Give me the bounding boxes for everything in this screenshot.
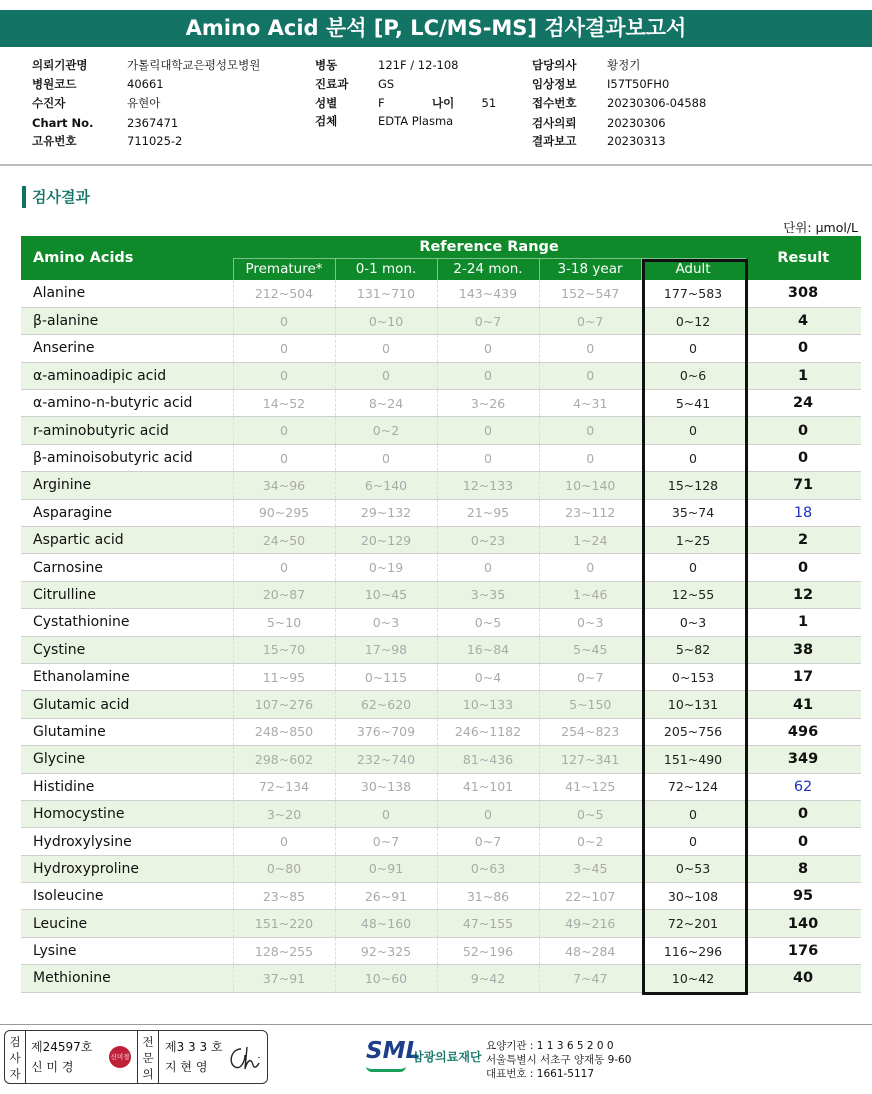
signature-box [4,1030,268,1084]
info-label: 임상정보 [532,77,577,91]
info-value: 황정기 [607,58,641,72]
result-value: 0 [745,828,861,855]
reference-range-cell: 48~160 [335,910,437,937]
info-row-col2-3 [315,114,453,128]
amino-acid-name: Cystine [21,636,233,663]
reference-range-cell: 15~70 [233,636,335,663]
amino-acid-name: Isoleucine [21,883,233,910]
adult-range-cell: 116~296 [641,937,745,964]
result-value: 0 [745,554,861,581]
result-value: 0 [745,444,861,471]
reference-range-cell: 107~276 [233,691,335,718]
adult-range-cell: 5~41 [641,390,745,417]
reference-range-cell: 24~50 [233,527,335,554]
reference-range-cell: 143~439 [437,280,539,307]
info-value: 20230313 [607,134,666,148]
reference-range-cell: 0 [233,828,335,855]
reference-range-cell: 0 [233,554,335,581]
header-premature: Premature* [233,258,335,280]
amino-acid-name: Hydroxylysine [21,828,233,855]
reference-range-cell: 0 [233,417,335,444]
reference-range-cell: 0~10 [335,307,437,334]
reference-range-cell: 127~341 [539,746,641,773]
info-row-col1-3 [32,116,178,130]
reference-range-cell: 0 [233,335,335,362]
reference-range-cell: 246~1182 [437,718,539,745]
reference-range-cell: 10~60 [335,965,437,992]
specialist-name: 지 현 영 [165,1060,208,1074]
amino-acid-name: β-aminoisobutyric acid [21,444,233,471]
info-row-col1-1 [32,77,164,91]
amino-acid-name: Asparagine [21,499,233,526]
table-row [21,307,861,334]
adult-range-cell: 12~55 [641,581,745,608]
reference-range-cell: 23~85 [233,883,335,910]
reference-range-cell: 0~115 [335,663,437,690]
info-value: 20230306 [607,116,666,130]
info-row-col3-0 [532,58,640,72]
result-value: 8 [745,855,861,882]
inspector-vertical-label: 검사자 [9,1035,21,1081]
reference-range-cell: 0~91 [335,855,437,882]
reference-range-cell: 0 [233,307,335,334]
result-value: 41 [745,691,861,718]
result-value: 4 [745,307,861,334]
adult-range-cell: 10~42 [641,965,745,992]
table-row [21,636,861,663]
lab-code: 요양기관 : 1 1 3 6 5 2 0 0 [486,1040,614,1052]
reference-range-cell: 0~7 [539,307,641,334]
reference-range-cell: 0 [539,444,641,471]
info-row-col1-2 [32,96,160,110]
reference-range-cell: 0~63 [437,855,539,882]
table-row [21,472,861,499]
info-label: 결과보고 [532,134,577,148]
reference-range-cell: 5~45 [539,636,641,663]
reference-range-cell: 0 [539,417,641,444]
info-value: 40661 [127,77,164,91]
specialist-vertical-label: 전문의 [142,1035,154,1081]
adult-range-cell: 0~153 [641,663,745,690]
reference-range-cell: 21~95 [437,499,539,526]
result-value: 1 [745,609,861,636]
adult-range-cell: 5~82 [641,636,745,663]
reference-range-cell: 52~196 [437,937,539,964]
info-value: GS [378,77,395,91]
reference-range-cell: 3~20 [233,800,335,827]
result-value: 71 [745,472,861,499]
lab-phone: 대표번호 : 1661-5117 [486,1068,595,1080]
table-row [21,828,861,855]
reference-range-cell: 131~710 [335,280,437,307]
reference-range-cell: 23~112 [539,499,641,526]
adult-range-cell: 0 [641,444,745,471]
table-row [21,910,861,937]
adult-range-cell: 177~583 [641,280,745,307]
reference-range-cell: 128~255 [233,937,335,964]
amino-acid-name: Ethanolamine [21,663,233,690]
adult-range-cell: 72~124 [641,773,745,800]
adult-range-cell: 0~53 [641,855,745,882]
reference-range-cell: 12~133 [437,472,539,499]
age-label: 나이 [432,96,455,110]
amino-acid-name: Glutamine [21,718,233,745]
table-row [21,335,861,362]
reference-range-cell: 0~2 [335,417,437,444]
reference-range-cell: 90~295 [233,499,335,526]
inspector-license-no: 제24597호 [31,1040,93,1054]
header-2-24-mon: 2-24 mon. [437,258,539,280]
info-value: 711025-2 [127,134,183,148]
header-3-18-year: 3-18 year [539,258,641,280]
amino-acid-name: Histidine [21,773,233,800]
reference-range-cell: 0 [437,335,539,362]
amino-acid-name: Aspartic acid [21,527,233,554]
table-row [21,800,861,827]
reference-range-cell: 41~125 [539,773,641,800]
amino-acid-name: Carnosine [21,554,233,581]
sml-logo-text: SML [366,1038,421,1064]
amino-acid-name: Cystathionine [21,609,233,636]
specialist-signature-icon [225,1043,263,1073]
table-row [21,417,861,444]
adult-range-cell: 1~25 [641,527,745,554]
report-title: Amino Acid 분석 [P, LC/MS-MS] 검사결과보고서 [0,10,872,47]
amino-acid-name: Glycine [21,746,233,773]
adult-range-cell: 35~74 [641,499,745,526]
info-label: 병원코드 [32,77,77,91]
adult-range-cell: 72~201 [641,910,745,937]
info-row-col1-0 [32,58,260,72]
age-field [432,96,496,110]
sml-logo [366,1038,482,1064]
table-row [21,691,861,718]
inspector-seal: 신미경 [109,1046,131,1068]
amino-acid-name: Alanine [21,280,233,307]
amino-acid-name: Leucine [21,910,233,937]
reference-range-cell: 232~740 [335,746,437,773]
adult-range-cell: 0~12 [641,307,745,334]
reference-range-cell: 6~140 [335,472,437,499]
header-divider [0,164,872,166]
reference-range-cell: 47~155 [437,910,539,937]
info-row-col1-4 [32,134,182,148]
result-value: 349 [745,746,861,773]
amino-acid-name: Glutamic acid [21,691,233,718]
age-value: 51 [481,96,497,110]
reference-range-cell: 0 [335,444,437,471]
reference-range-cell: 29~132 [335,499,437,526]
info-value: 2367471 [127,116,179,130]
header-amino-acids: Amino Acids [21,236,233,280]
result-value: 95 [745,883,861,910]
info-label: 성별 [315,96,338,110]
reference-range-cell: 0 [233,444,335,471]
result-value: 12 [745,581,861,608]
reference-range-cell: 30~138 [335,773,437,800]
reference-range-cell: 0~7 [437,307,539,334]
table-row [21,362,861,389]
adult-range-cell: 151~490 [641,746,745,773]
lab-address: 서울특별시 서초구 양재동 9-60 [486,1054,632,1066]
table-row [21,773,861,800]
result-value: 40 [745,965,861,992]
reference-range-cell: 0~5 [437,609,539,636]
result-value: 62 [745,773,861,800]
reference-range-cell: 0~80 [233,855,335,882]
reference-range-cell: 49~216 [539,910,641,937]
amino-acid-name: Lysine [21,937,233,964]
reference-range-cell: 0 [437,800,539,827]
reference-range-cell: 37~91 [233,965,335,992]
table-row [21,499,861,526]
table-row [21,718,861,745]
reference-range-cell: 7~47 [539,965,641,992]
reference-range-cell: 254~823 [539,718,641,745]
amino-acid-name: α-aminoadipic acid [21,362,233,389]
reference-range-cell: 0 [437,444,539,471]
reference-range-cell: 3~35 [437,581,539,608]
table-row [21,390,861,417]
result-value: 0 [745,335,861,362]
info-value: 20230306-04588 [607,96,707,110]
reference-range-cell: 0 [233,362,335,389]
adult-range-cell: 30~108 [641,883,745,910]
amino-acid-name: Homocystine [21,800,233,827]
table-row [21,527,861,554]
reference-range-cell: 11~95 [233,663,335,690]
info-row-col2-2 [315,96,385,110]
table-row [21,746,861,773]
reference-range-cell: 14~52 [233,390,335,417]
reference-range-cell: 212~504 [233,280,335,307]
info-row-col3-4 [532,134,666,148]
amino-acid-name: Hydroxyproline [21,855,233,882]
header-0-1-mon: 0-1 mon. [335,258,437,280]
info-value: F [378,96,385,110]
reference-range-cell: 0~5 [539,800,641,827]
result-value: 0 [745,417,861,444]
reference-range-cell: 0~7 [539,663,641,690]
reference-range-cell: 10~45 [335,581,437,608]
result-value: 18 [745,499,861,526]
reference-range-cell: 10~133 [437,691,539,718]
reference-range-cell: 26~91 [335,883,437,910]
reference-range-cell: 248~850 [233,718,335,745]
result-value: 308 [745,280,861,307]
reference-range-cell: 9~42 [437,965,539,992]
reference-range-cell: 0 [539,362,641,389]
reference-range-cell: 0~3 [335,609,437,636]
adult-range-cell: 0 [641,417,745,444]
footer-divider [0,1024,872,1025]
table-row [21,937,861,964]
table-row [21,581,861,608]
reference-range-cell: 48~284 [539,937,641,964]
table-row [21,663,861,690]
info-value: 가톨릭대학교은평성모병원 [127,58,261,72]
reference-range-cell: 152~547 [539,280,641,307]
reference-range-cell: 0 [335,335,437,362]
info-row-col2-1 [315,77,394,91]
result-value: 38 [745,636,861,663]
result-value: 0 [745,800,861,827]
reference-range-cell: 92~325 [335,937,437,964]
foundation-name: 삼광의료재단 [412,1050,482,1064]
info-label: 검체 [315,114,338,128]
reference-range-cell: 31~86 [437,883,539,910]
info-label: 접수번호 [532,96,577,110]
info-value: 유현아 [127,96,161,110]
reference-range-cell: 20~129 [335,527,437,554]
result-value: 496 [745,718,861,745]
inspector-name: 신 미 경 [31,1060,74,1074]
reference-range-cell: 0~4 [437,663,539,690]
adult-range-cell: 0 [641,828,745,855]
reference-range-cell: 0 [437,554,539,581]
header-reference-range: Reference Range [233,236,745,258]
reference-range-cell: 0~7 [437,828,539,855]
reference-range-cell: 0 [437,362,539,389]
table-row [21,554,861,581]
table-row [21,883,861,910]
info-label: 병동 [315,58,338,72]
specialist-license-no: 제3 3 3 호 [165,1040,223,1054]
result-value: 1 [745,362,861,389]
results-table [21,236,861,993]
reference-range-cell: 0~2 [539,828,641,855]
info-value: 121F / 12-108 [378,58,459,72]
info-label: 검사의뢰 [532,116,577,130]
info-row-col3-3 [532,116,666,130]
section-title: 검사결과 [22,186,90,208]
amino-acid-name: Arginine [21,472,233,499]
result-value: 2 [745,527,861,554]
reference-range-cell: 376~709 [335,718,437,745]
adult-range-cell: 0~6 [641,362,745,389]
adult-range-cell: 0 [641,800,745,827]
adult-range-cell: 0~3 [641,609,745,636]
reference-range-cell: 0 [335,362,437,389]
logo-swoosh [366,1066,406,1072]
result-value: 17 [745,663,861,690]
reference-range-cell: 22~107 [539,883,641,910]
adult-range-cell: 10~131 [641,691,745,718]
info-label: 진료과 [315,77,349,91]
reference-range-cell: 0 [335,800,437,827]
result-value: 140 [745,910,861,937]
reference-range-cell: 20~87 [233,581,335,608]
info-row-col2-0 [315,58,458,72]
reference-range-cell: 72~134 [233,773,335,800]
info-label: 수진자 [32,96,66,110]
amino-acid-name: α-amino-n-butyric acid [21,390,233,417]
reference-range-cell: 5~10 [233,609,335,636]
reference-range-cell: 0~19 [335,554,437,581]
header-adult: Adult [641,258,745,280]
reference-range-cell: 0~3 [539,609,641,636]
amino-acid-name: r-aminobutyric acid [21,417,233,444]
table-row [21,965,861,992]
reference-range-cell: 17~98 [335,636,437,663]
amino-acid-name: β-alanine [21,307,233,334]
reference-range-cell: 0~7 [335,828,437,855]
reference-range-cell: 298~602 [233,746,335,773]
reference-range-cell: 4~31 [539,390,641,417]
adult-range-cell: 15~128 [641,472,745,499]
reference-range-cell: 0 [539,554,641,581]
reference-range-cell: 1~24 [539,527,641,554]
adult-range-cell: 205~756 [641,718,745,745]
reference-range-cell: 10~140 [539,472,641,499]
reference-range-cell: 0 [539,335,641,362]
table-row [21,444,861,471]
table-row [21,855,861,882]
amino-acid-name: Anserine [21,335,233,362]
unit-label: 단위: μmol/L [783,220,858,235]
reference-range-cell: 16~84 [437,636,539,663]
info-row-col3-1 [532,77,669,91]
adult-range-cell: 0 [641,335,745,362]
reference-range-cell: 41~101 [437,773,539,800]
adult-range-cell: 0 [641,554,745,581]
reference-range-cell: 5~150 [539,691,641,718]
reference-range-cell: 3~45 [539,855,641,882]
header-result: Result [745,236,861,280]
amino-acid-name: Citrulline [21,581,233,608]
info-row-col3-2 [532,96,706,110]
reference-range-cell: 1~46 [539,581,641,608]
reference-range-cell: 8~24 [335,390,437,417]
reference-range-cell: 0 [437,417,539,444]
result-value: 176 [745,937,861,964]
info-label: Chart No. [32,116,94,130]
info-value: EDTA Plasma [378,114,454,128]
reference-range-cell: 81~436 [437,746,539,773]
amino-acid-name: Methionine [21,965,233,992]
info-label: 담당의사 [532,58,577,72]
reference-range-cell: 151~220 [233,910,335,937]
info-value: I57T50FH0 [607,77,670,91]
reference-range-cell: 62~620 [335,691,437,718]
reference-range-cell: 34~96 [233,472,335,499]
table-row [21,280,861,307]
reference-range-cell: 0~23 [437,527,539,554]
lab-info [486,1039,631,1081]
table-row [21,609,861,636]
result-value: 24 [745,390,861,417]
reference-range-cell: 3~26 [437,390,539,417]
info-label: 의뢰기관명 [32,58,88,72]
info-label: 고유번호 [32,134,77,148]
